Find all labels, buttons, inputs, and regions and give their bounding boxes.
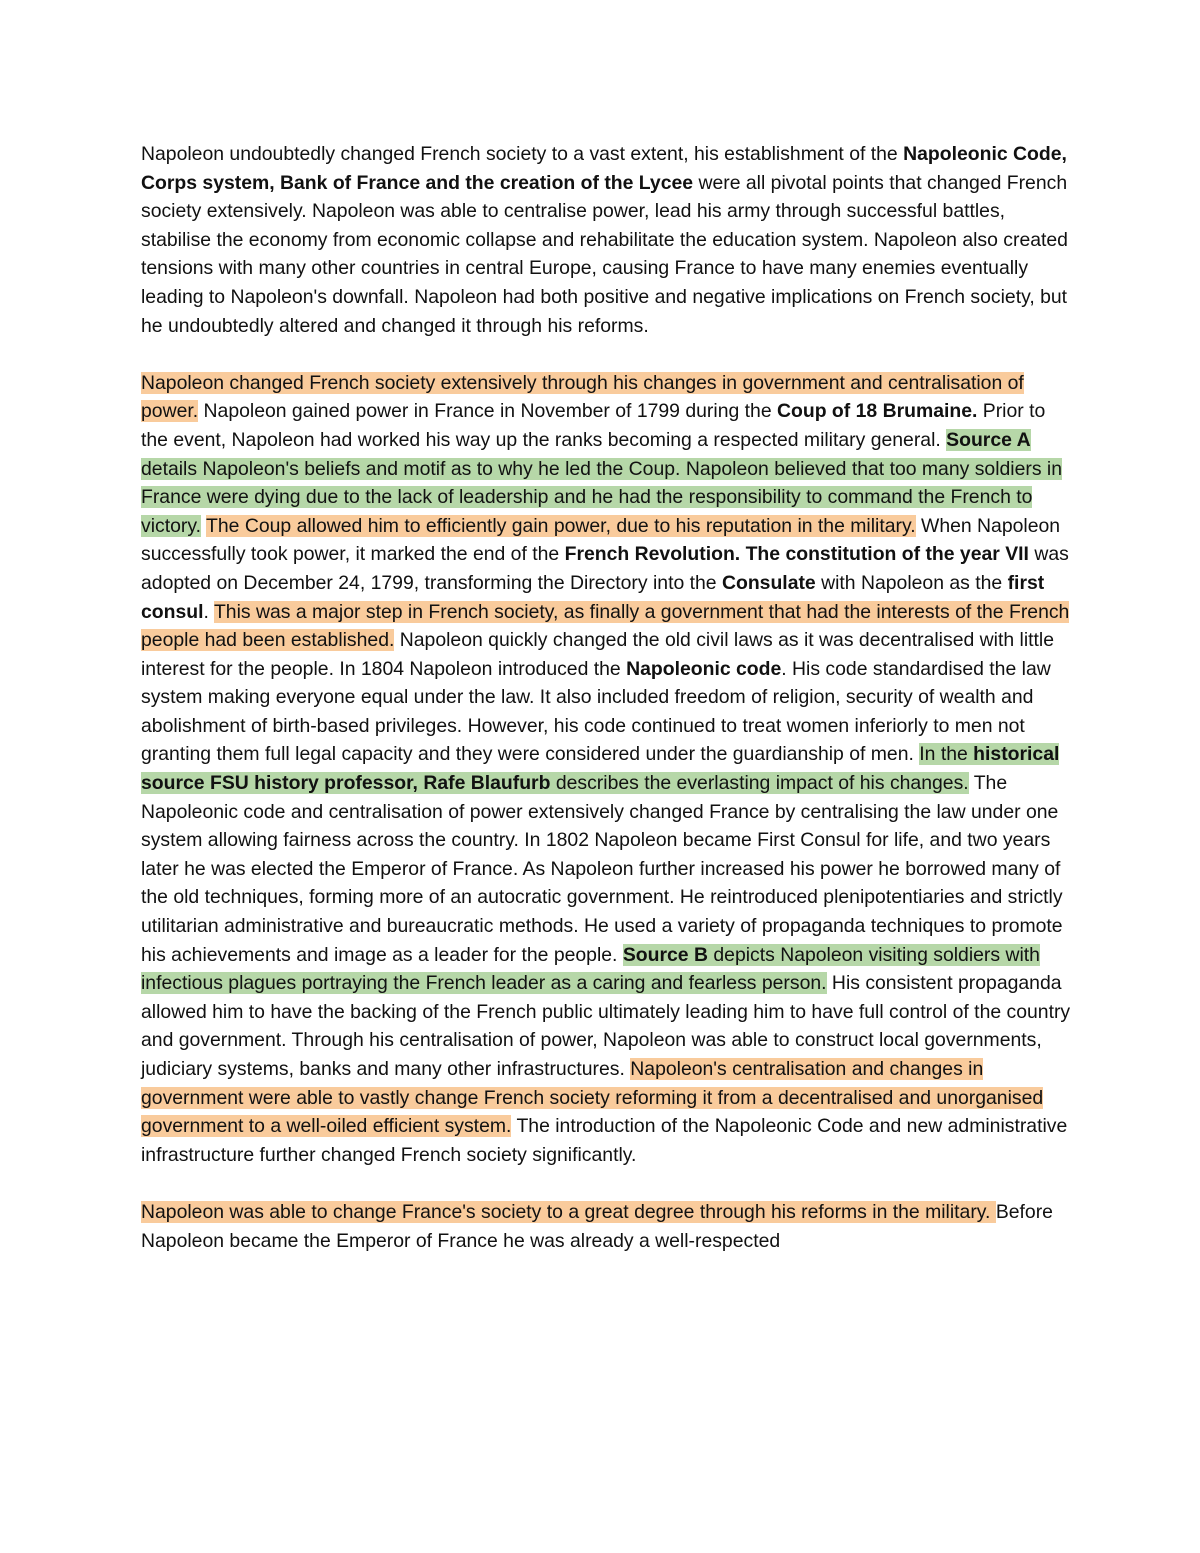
text-run: Napoleon quickly changed the old civil laws as it was decentralised with little interest for the people. In 1804 Napoleon introduced the <box>141 629 1054 680</box>
bold-text-run: Consulate <box>721 571 816 594</box>
text-run: The Napoleonic code and centralisation of power extensively changed France by centralising the law under one system allowing fairness across the country. In 1802 Napoleon became First Consul for life, and two years later he was elected the Emperor of France. As Napoleon further increased his power he borrowed many of the old techniques, forming more of an autocratic government. He reintroduced plenipotentiaries and strictly utilitarian administrative and bureaucratic methods. He used a variety of propaganda techniques to promote his achievements and image as a leader for the people. <box>141 772 1063 966</box>
text-run: Napoleon gained power in France in November of 1799 during the <box>198 400 777 423</box>
text-run: When Napoleon successfully took power, it marked the end of the <box>141 514 1061 566</box>
bold-text-run: Napoleonic Code, Corps system, Bank of France and the creation of the Lycee <box>141 143 1067 194</box>
text-run: His consistent propaganda allowed him to have the backing of the French public ultimately leading him to have full control of the country and government. Through his centralisation of power, Napoleon was able to construct local governments, judiciary systems, banks and many other infrastructures. <box>141 972 1071 1080</box>
bold-text-run: Coup of 18 Brumaine. <box>777 400 978 423</box>
document-body <box>141 140 1071 1284</box>
text-run: . His code standardised the law system making everyone equal under the law. It also included freedom of religion, security of wealth and abolishment of birth-based privileges. However, his code continued to treat women inferiorly to men not granting them full legal capacity and they were considered under the guardianship of men. <box>141 657 1051 766</box>
paragraph-introduction <box>141 140 1071 340</box>
text-run: Prior to the event, Napoleon had worked his way up the ranks becoming a respected military general. <box>141 400 1046 451</box>
highlight-green-run: depicts Napoleon visiting soldiers with infectious plagues portraying the French leader as a caring and fearless person. <box>141 943 1040 995</box>
text-run: were all pivotal points that changed French society extensively. Napoleon was able to centralise power, lead his army through successful battles, stabilise the economy from economic collapse and rehabilitate the education system. Napoleon also created tensions with many other countries in central Europe, causing France to have many enemies eventually leading to Napoleon's downfall. Napoleon had both positive and negative implications on French society, but he undoubtedly altered and changed it through his reforms. <box>141 171 1068 337</box>
highlight-orange-run: Napoleon was able to change France's society to a great degree through his reforms in the military. <box>141 1200 996 1223</box>
text-run: . <box>203 600 214 623</box>
text-run: with Napoleon as the <box>815 571 1008 594</box>
highlight-orange-run: Napoleon's centralisation and changes in government were able to vastly change French society reforming it from a decentralised and unorganised government to a well-oiled efficient system. <box>141 1058 1044 1138</box>
highlight-orange-run: The Coup allowed him to efficiently gain power, due to his reputation in the military. <box>206 514 916 537</box>
text-run: The introduction of the Napoleonic Code and new administrative infrastructure further changed French society significantly. <box>141 1115 1068 1166</box>
highlight-green-run: In the <box>919 743 974 766</box>
text-run: was adopted on December 24, 1799, transforming the Directory into the <box>141 543 1069 594</box>
bold-highlight-green-run: Source A <box>946 428 1031 451</box>
highlight-green-run: details Napoleon's beliefs and motif as to why he led the Coup. Napoleon believed that too many soldiers in France were dying due to the lack of leadership and he had the responsibility to command the French to victory. <box>141 457 1063 537</box>
highlight-orange-run: This was a major step in French society, as finally a government that had the interests of the French people had been established. <box>141 600 1070 652</box>
paragraph-government <box>141 369 1071 1170</box>
bold-text-run: French Revolution. The constitution of the year VII <box>564 543 1029 566</box>
bold-highlight-green-run: Source B <box>622 943 708 966</box>
highlight-orange-run: Napoleon changed French society extensively through his changes in government and centralisation of power. <box>141 371 1024 423</box>
bold-highlight-green-run: historical source FSU history professor, Rafe Blaufurb <box>141 743 1060 795</box>
bold-text-run: Napoleonic code <box>626 657 782 680</box>
bold-text-run: first consul <box>141 571 1045 623</box>
text-run: Before Napoleon became the Emperor of France he was already a well-respected <box>141 1200 1053 1252</box>
text-run: Napoleon undoubtedly changed French society to a vast extent, his establishment of the <box>141 143 904 165</box>
paragraph-military <box>141 1198 1071 1255</box>
highlight-green-run: describes the everlasting impact of his changes. <box>550 772 969 795</box>
